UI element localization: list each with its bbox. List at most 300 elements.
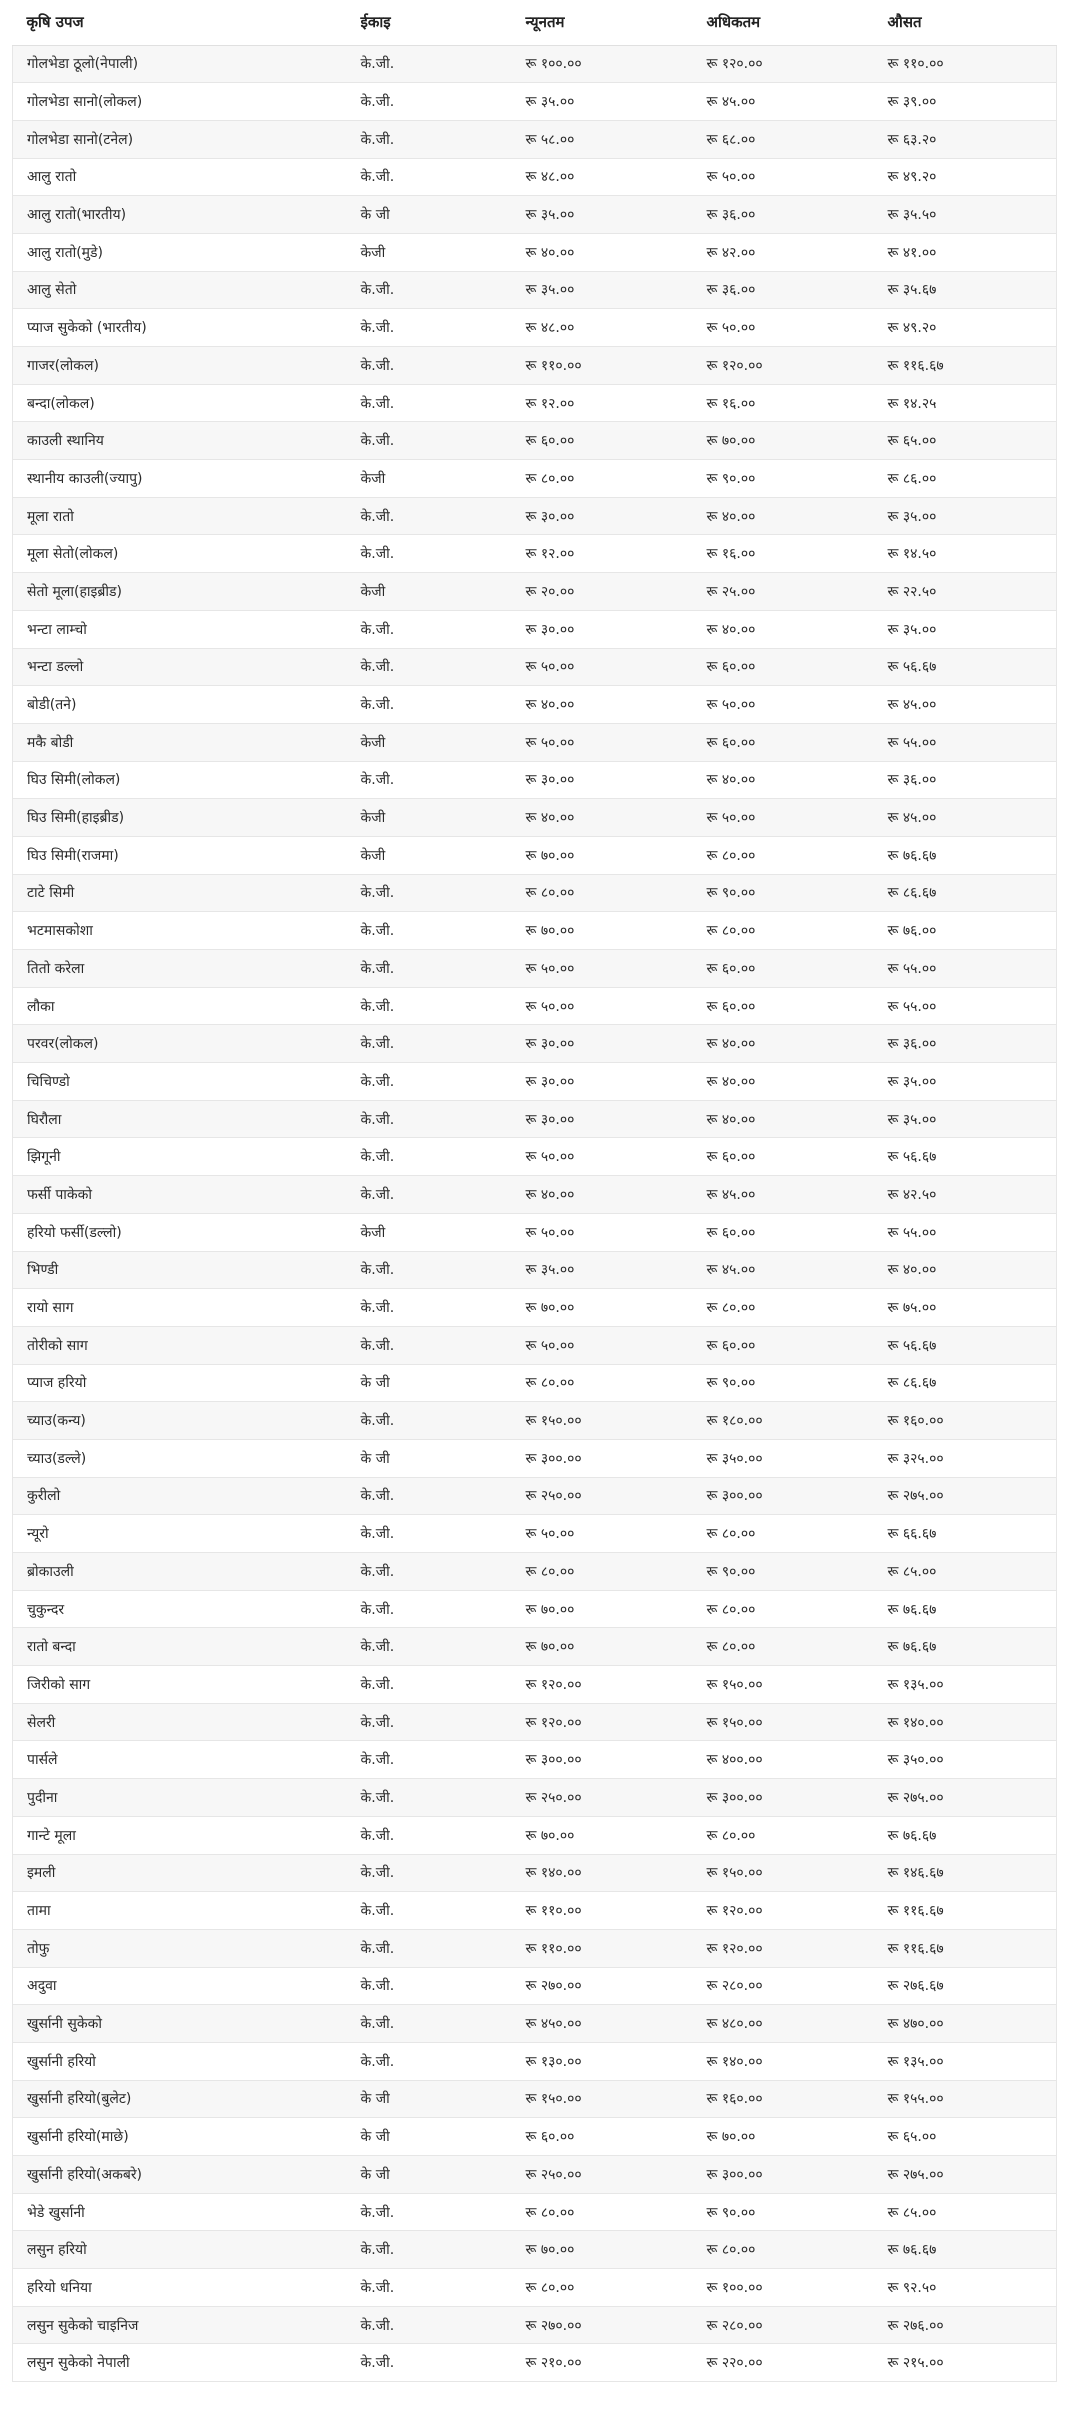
table-row [13, 2344, 1057, 2382]
cell-average: रू ३६.०० [874, 761, 1057, 799]
cell-unit: के जी [347, 2080, 512, 2118]
cell-maximum: रू १६.०० [693, 535, 874, 573]
table-row [13, 384, 1057, 422]
cell-commodity: काउली स्थानिय [13, 422, 347, 460]
cell-minimum: रू १५०.०० [512, 1402, 693, 1440]
cell-average: रू ४०.०० [874, 1251, 1057, 1289]
cell-unit: के.जी. [347, 1176, 512, 1214]
cell-average: रू १४.५० [874, 535, 1057, 573]
cell-maximum: रू २८०.०० [693, 2306, 874, 2344]
cell-minimum: रू ३५.०० [512, 196, 693, 234]
cell-minimum: रू ३५.०० [512, 271, 693, 309]
cell-commodity: गाजर(लोकल) [13, 347, 347, 385]
table-row [13, 1553, 1057, 1591]
table-row [13, 1590, 1057, 1628]
cell-average: रू २२.५० [874, 573, 1057, 611]
cell-average: रू ४९.२० [874, 158, 1057, 196]
cell-unit: के.जी. [347, 761, 512, 799]
table-row [13, 761, 1057, 799]
cell-maximum: रू ५०.०० [693, 309, 874, 347]
cell-commodity: घिउ सिमी(हाइब्रीड) [13, 799, 347, 837]
cell-commodity: खुर्सानी हरियो(माछे) [13, 2118, 347, 2156]
cell-average: रू ८६.६७ [874, 874, 1057, 912]
cell-average: रू ७५.०० [874, 1289, 1057, 1327]
cell-maximum: रू ३००.०० [693, 2156, 874, 2194]
cell-average: रू ३२५.०० [874, 1439, 1057, 1477]
cell-maximum: रू ४०.०० [693, 1100, 874, 1138]
table-row [13, 2269, 1057, 2307]
cell-minimum: रू २५०.०० [512, 1779, 693, 1817]
cell-maximum: रू ३६.०० [693, 196, 874, 234]
cell-commodity: झिगूनी [13, 1138, 347, 1176]
table-row [13, 1251, 1057, 1289]
cell-minimum: रू ११०.०० [512, 347, 693, 385]
cell-minimum: रू ४०.०० [512, 233, 693, 271]
cell-average: रू १३५.०० [874, 1666, 1057, 1704]
cell-commodity: बोडी(तने) [13, 686, 347, 724]
cell-commodity: घिरौला [13, 1100, 347, 1138]
cell-unit: केजी [347, 573, 512, 611]
cell-average: रू १५५.०० [874, 2080, 1057, 2118]
table-row [13, 1176, 1057, 1214]
cell-average: रू २१५.०० [874, 2344, 1057, 2382]
cell-maximum: रू ८०.०० [693, 912, 874, 950]
cell-average: रू ७६.६७ [874, 836, 1057, 874]
table-row [13, 912, 1057, 950]
cell-commodity: न्यूरो [13, 1515, 347, 1553]
cell-maximum: रू ८०.०० [693, 836, 874, 874]
header-unit: ईकाइ [347, 0, 512, 45]
cell-commodity: मकै बोडी [13, 723, 347, 761]
cell-average: रू ७६.६७ [874, 1590, 1057, 1628]
table-row [13, 1025, 1057, 1063]
table-row [13, 610, 1057, 648]
cell-minimum: रू ४५०.०० [512, 2005, 693, 2043]
cell-maximum: रू ८०.०० [693, 1590, 874, 1628]
cell-commodity: तितो करेला [13, 950, 347, 988]
table-header [13, 0, 1057, 45]
table-row [13, 1402, 1057, 1440]
cell-unit: के.जी. [347, 2231, 512, 2269]
cell-minimum: रू ७०.०० [512, 836, 693, 874]
cell-average: रू ४९.२० [874, 309, 1057, 347]
cell-commodity: जिरीको साग [13, 1666, 347, 1704]
table-row [13, 2005, 1057, 2043]
cell-average: रू ३५.०० [874, 497, 1057, 535]
cell-maximum: रू ४५.०० [693, 1176, 874, 1214]
table-row [13, 1063, 1057, 1101]
cell-average: रू ८६.०० [874, 460, 1057, 498]
cell-minimum: रू ११०.०० [512, 1929, 693, 1967]
cell-maximum: रू ८०.०० [693, 1628, 874, 1666]
table-row [13, 1515, 1057, 1553]
cell-commodity: घिउ सिमी(राजमा) [13, 836, 347, 874]
cell-average: रू १४०.०० [874, 1703, 1057, 1741]
cell-minimum: रू ४८.०० [512, 309, 693, 347]
cell-commodity: कुरीलो [13, 1477, 347, 1515]
table-row [13, 1666, 1057, 1704]
cell-average: रू १४.२५ [874, 384, 1057, 422]
cell-commodity: भटमासकोशा [13, 912, 347, 950]
cell-unit: के.जी. [347, 987, 512, 1025]
cell-minimum: रू ३५.०० [512, 83, 693, 121]
cell-commodity: भेडे खुर्सानी [13, 2193, 347, 2231]
cell-minimum: रू ३०.०० [512, 610, 693, 648]
cell-average: रू १४६.६७ [874, 1854, 1057, 1892]
table-row [13, 1628, 1057, 1666]
cell-commodity: लसुन हरियो [13, 2231, 347, 2269]
cell-unit: के.जी. [347, 874, 512, 912]
cell-minimum: रू १२०.०० [512, 1703, 693, 1741]
cell-unit: के.जी. [347, 158, 512, 196]
table-row [13, 45, 1057, 83]
cell-minimum: रू ७०.०० [512, 1289, 693, 1327]
cell-minimum: रू १२०.०० [512, 1666, 693, 1704]
cell-unit: के जी [347, 196, 512, 234]
cell-unit: के.जी. [347, 1063, 512, 1101]
cell-maximum: रू ४००.०० [693, 1741, 874, 1779]
cell-commodity: खुर्सानी सुकेको [13, 2005, 347, 2043]
cell-commodity: पुदीना [13, 1779, 347, 1817]
cell-average: रू २७५.०० [874, 1779, 1057, 1817]
cell-average: रू ८५.०० [874, 2193, 1057, 2231]
cell-commodity: टाटे सिमी [13, 874, 347, 912]
cell-unit: के जी [347, 1364, 512, 1402]
cell-unit: के.जी. [347, 422, 512, 460]
table-row [13, 233, 1057, 271]
price-table [12, 0, 1057, 2382]
cell-minimum: रू ८०.०० [512, 2269, 693, 2307]
cell-average: रू ३९.०० [874, 83, 1057, 121]
cell-maximum: रू ४२.०० [693, 233, 874, 271]
cell-maximum: रू ९०.०० [693, 1553, 874, 1591]
cell-minimum: रू ७०.०० [512, 1628, 693, 1666]
cell-commodity: आलु रातो(मुडे) [13, 233, 347, 271]
cell-commodity: सेतो मूला(हाइब्रीड) [13, 573, 347, 611]
cell-unit: के.जी. [347, 1590, 512, 1628]
cell-unit: के.जी. [347, 1326, 512, 1364]
cell-minimum: रू ३०.०० [512, 497, 693, 535]
cell-minimum: रू २०.०० [512, 573, 693, 611]
cell-maximum: रू ६०.०० [693, 1213, 874, 1251]
cell-minimum: रू ५०.०० [512, 1326, 693, 1364]
table-row [13, 1929, 1057, 1967]
cell-average: रू ११६.६७ [874, 347, 1057, 385]
header-commodity: कृषि उपज [13, 0, 347, 45]
cell-maximum: रू १५०.०० [693, 1703, 874, 1741]
cell-commodity: भन्टा लाम्चो [13, 610, 347, 648]
cell-average: रू ५५.०० [874, 1213, 1057, 1251]
table-row [13, 2231, 1057, 2269]
table-row [13, 1138, 1057, 1176]
cell-average: रू ६५.०० [874, 422, 1057, 460]
table-row [13, 836, 1057, 874]
cell-maximum: रू ८०.०० [693, 1289, 874, 1327]
cell-unit: के.जी. [347, 1025, 512, 1063]
table-row [13, 347, 1057, 385]
cell-minimum: रू २७०.०० [512, 2306, 693, 2344]
cell-maximum: रू २८०.०० [693, 1967, 874, 2005]
cell-unit: के.जी. [347, 610, 512, 648]
cell-maximum: रू ३००.०० [693, 1477, 874, 1515]
header-maximum: अधिकतम [693, 0, 874, 45]
table-row [13, 1326, 1057, 1364]
cell-average: रू ४५.०० [874, 686, 1057, 724]
cell-maximum: रू ३६.०० [693, 271, 874, 309]
cell-unit: के जी [347, 2156, 512, 2194]
cell-minimum: रू ५०.०० [512, 987, 693, 1025]
cell-average: रू ३५.०० [874, 1100, 1057, 1138]
cell-commodity: खुर्सानी हरियो(बुलेट) [13, 2080, 347, 2118]
cell-commodity: आलु सेतो [13, 271, 347, 309]
cell-average: रू ७६.६७ [874, 1628, 1057, 1666]
cell-unit: के.जी. [347, 2042, 512, 2080]
cell-commodity: परवर(लोकल) [13, 1025, 347, 1063]
cell-unit: के.जी. [347, 950, 512, 988]
cell-average: रू ४५.०० [874, 799, 1057, 837]
table-row [13, 723, 1057, 761]
cell-average: रू ४१.०० [874, 233, 1057, 271]
cell-minimum: रू ४८.०० [512, 158, 693, 196]
cell-commodity: गोलभेडा ठूलो(नेपाली) [13, 45, 347, 83]
cell-average: रू ६५.०० [874, 2118, 1057, 2156]
cell-commodity: तोफु [13, 1929, 347, 1967]
cell-average: रू ५६.६७ [874, 648, 1057, 686]
table-row [13, 497, 1057, 535]
table-row [13, 1741, 1057, 1779]
cell-maximum: रू ३००.०० [693, 1779, 874, 1817]
cell-unit: के.जी. [347, 271, 512, 309]
cell-unit: के.जी. [347, 1402, 512, 1440]
cell-maximum: रू ६०.०० [693, 723, 874, 761]
cell-unit: के.जी. [347, 2005, 512, 2043]
cell-maximum: रू ६०.०० [693, 1326, 874, 1364]
cell-average: रू ५५.०० [874, 723, 1057, 761]
table-row [13, 2306, 1057, 2344]
cell-minimum: रू १५०.०० [512, 2080, 693, 2118]
cell-average: रू ३५.५० [874, 196, 1057, 234]
cell-commodity: लसुन सुकेको चाइनिज [13, 2306, 347, 2344]
cell-maximum: रू ४०.०० [693, 1025, 874, 1063]
cell-unit: के.जी. [347, 1553, 512, 1591]
cell-unit: के.जी. [347, 1741, 512, 1779]
cell-unit: के.जी. [347, 1779, 512, 1817]
table-row [13, 535, 1057, 573]
cell-unit: के.जी. [347, 1892, 512, 1930]
cell-average: रू ३६.०० [874, 1025, 1057, 1063]
cell-commodity: हरियो धनिया [13, 2269, 347, 2307]
cell-average: रू ११६.६७ [874, 1892, 1057, 1930]
table-row [13, 1892, 1057, 1930]
cell-minimum: रू ३००.०० [512, 1439, 693, 1477]
table-row [13, 799, 1057, 837]
cell-average: रू २७५.०० [874, 1477, 1057, 1515]
cell-commodity: पार्सले [13, 1741, 347, 1779]
cell-commodity: गान्टे मूला [13, 1816, 347, 1854]
cell-commodity: तामा [13, 1892, 347, 1930]
cell-commodity: रायो साग [13, 1289, 347, 1327]
cell-average: रू ८५.०० [874, 1553, 1057, 1591]
header-minimum: न्यूनतम [512, 0, 693, 45]
table-row [13, 2042, 1057, 2080]
cell-average: रू ७६.६७ [874, 1816, 1057, 1854]
cell-minimum: रू २५०.०० [512, 2156, 693, 2194]
cell-minimum: रू ४०.०० [512, 799, 693, 837]
cell-unit: के.जी. [347, 384, 512, 422]
table-row [13, 158, 1057, 196]
cell-minimum: रू ३०.०० [512, 1025, 693, 1063]
cell-minimum: रू २५०.०० [512, 1477, 693, 1515]
cell-minimum: रू ५०.०० [512, 1138, 693, 1176]
cell-average: रू ७६.०० [874, 912, 1057, 950]
cell-minimum: रू ८०.०० [512, 1553, 693, 1591]
cell-average: रू २७६.०० [874, 2306, 1057, 2344]
cell-maximum: रू ६०.०० [693, 1138, 874, 1176]
cell-maximum: रू ४८०.०० [693, 2005, 874, 2043]
table-row [13, 2080, 1057, 2118]
table-row [13, 1779, 1057, 1817]
cell-maximum: रू ९०.०० [693, 874, 874, 912]
cell-unit: के.जी. [347, 497, 512, 535]
cell-maximum: रू ४०.०० [693, 761, 874, 799]
cell-minimum: रू ४०.०० [512, 1176, 693, 1214]
cell-average: रू ११०.०० [874, 45, 1057, 83]
table-row [13, 1213, 1057, 1251]
cell-maximum: रू १६.०० [693, 384, 874, 422]
table-row [13, 309, 1057, 347]
table-row [13, 874, 1057, 912]
cell-minimum: रू ५०.०० [512, 648, 693, 686]
cell-maximum: रू ४०.०० [693, 1063, 874, 1101]
table-row [13, 1816, 1057, 1854]
cell-minimum: रू २१०.०० [512, 2344, 693, 2382]
cell-minimum: रू ७०.०० [512, 912, 693, 950]
cell-average: रू ७६.६७ [874, 2231, 1057, 2269]
cell-maximum: रू ५०.०० [693, 158, 874, 196]
table-row [13, 648, 1057, 686]
cell-minimum: रू ८०.०० [512, 460, 693, 498]
cell-maximum: रू ३५०.०० [693, 1439, 874, 1477]
cell-maximum: रू ४०.०० [693, 497, 874, 535]
cell-maximum: रू १२०.०० [693, 1892, 874, 1930]
cell-commodity: चुकुन्दर [13, 1590, 347, 1628]
cell-minimum: रू ८०.०० [512, 874, 693, 912]
table-row [13, 83, 1057, 121]
cell-unit: के.जी. [347, 1138, 512, 1176]
cell-average: रू ६६.६७ [874, 1515, 1057, 1553]
cell-commodity: लसुन सुकेको नेपाली [13, 2344, 347, 2382]
cell-maximum: रू ६०.०० [693, 648, 874, 686]
cell-unit: के.जी. [347, 120, 512, 158]
cell-unit: के.जी. [347, 1628, 512, 1666]
cell-minimum: रू ८०.०० [512, 2193, 693, 2231]
cell-unit: के.जी. [347, 912, 512, 950]
cell-average: रू ४२.५० [874, 1176, 1057, 1214]
cell-maximum: रू १२०.०० [693, 45, 874, 83]
cell-commodity: गोलभेडा सानो(लोकल) [13, 83, 347, 121]
cell-commodity: इमली [13, 1854, 347, 1892]
cell-average: रू ३५०.०० [874, 1741, 1057, 1779]
cell-maximum: रू ६०.०० [693, 987, 874, 1025]
cell-maximum: रू ६८.०० [693, 120, 874, 158]
cell-unit: के.जी. [347, 686, 512, 724]
cell-unit: के जी [347, 1439, 512, 1477]
cell-commodity: स्थानीय काउली(ज्यापु) [13, 460, 347, 498]
cell-maximum: रू ८०.०० [693, 1816, 874, 1854]
cell-commodity: सेलरी [13, 1703, 347, 1741]
cell-minimum: रू ३०.०० [512, 1063, 693, 1101]
table-row [13, 950, 1057, 988]
cell-minimum: रू ५०.०० [512, 950, 693, 988]
cell-commodity: रातो बन्दा [13, 1628, 347, 1666]
cell-maximum: रू १५०.०० [693, 1666, 874, 1704]
table-row [13, 1703, 1057, 1741]
cell-maximum: रू ५०.०० [693, 686, 874, 724]
cell-commodity: लौका [13, 987, 347, 1025]
cell-maximum: रू १६०.०० [693, 2080, 874, 2118]
cell-average: रू ३५.०० [874, 610, 1057, 648]
cell-maximum: रू ९०.०० [693, 460, 874, 498]
cell-unit: के.जी. [347, 1816, 512, 1854]
cell-commodity: मूला सेतो(लोकल) [13, 535, 347, 573]
table-row [13, 1854, 1057, 1892]
cell-minimum: रू १२.०० [512, 384, 693, 422]
cell-unit: के.जी. [347, 45, 512, 83]
cell-commodity: च्याउ(कन्य) [13, 1402, 347, 1440]
table-body [13, 45, 1057, 2382]
cell-average: रू ४७०.०० [874, 2005, 1057, 2043]
cell-average: रू १६०.०० [874, 1402, 1057, 1440]
cell-average: रू ११६.६७ [874, 1929, 1057, 1967]
cell-maximum: रू ८०.०० [693, 1515, 874, 1553]
table-row [13, 1364, 1057, 1402]
cell-unit: के.जी. [347, 648, 512, 686]
cell-maximum: रू ९०.०० [693, 1364, 874, 1402]
table-row [13, 196, 1057, 234]
table-row [13, 987, 1057, 1025]
cell-commodity: चिचिण्डो [13, 1063, 347, 1101]
cell-maximum: रू ४५.०० [693, 1251, 874, 1289]
cell-unit: के.जी. [347, 1477, 512, 1515]
cell-unit: के.जी. [347, 1100, 512, 1138]
cell-commodity: आलु रातो [13, 158, 347, 196]
cell-minimum: रू १००.०० [512, 45, 693, 83]
cell-maximum: रू १८०.०० [693, 1402, 874, 1440]
cell-commodity: आलु रातो(भारतीय) [13, 196, 347, 234]
cell-minimum: रू ३०.०० [512, 761, 693, 799]
table-row [13, 422, 1057, 460]
cell-average: रू ५५.०० [874, 987, 1057, 1025]
cell-minimum: रू ७०.०० [512, 1816, 693, 1854]
cell-unit: केजी [347, 1213, 512, 1251]
cell-commodity: खुर्सानी हरियो(अकबरे) [13, 2156, 347, 2194]
cell-commodity: तोरीको साग [13, 1326, 347, 1364]
cell-unit: के.जी. [347, 1967, 512, 2005]
cell-maximum: रू ९०.०० [693, 2193, 874, 2231]
cell-maximum: रू ६०.०० [693, 950, 874, 988]
cell-minimum: रू १२.०० [512, 535, 693, 573]
table-row [13, 573, 1057, 611]
cell-average: रू ३५.०० [874, 1063, 1057, 1101]
cell-minimum: रू ३००.०० [512, 1741, 693, 1779]
cell-commodity: गोलभेडा सानो(टनेल) [13, 120, 347, 158]
cell-unit: के.जी. [347, 347, 512, 385]
cell-minimum: रू ८०.०० [512, 1364, 693, 1402]
cell-minimum: रू ५०.०० [512, 1213, 693, 1251]
cell-unit: केजी [347, 799, 512, 837]
cell-average: रू ६३.२० [874, 120, 1057, 158]
cell-commodity: घिउ सिमी(लोकल) [13, 761, 347, 799]
